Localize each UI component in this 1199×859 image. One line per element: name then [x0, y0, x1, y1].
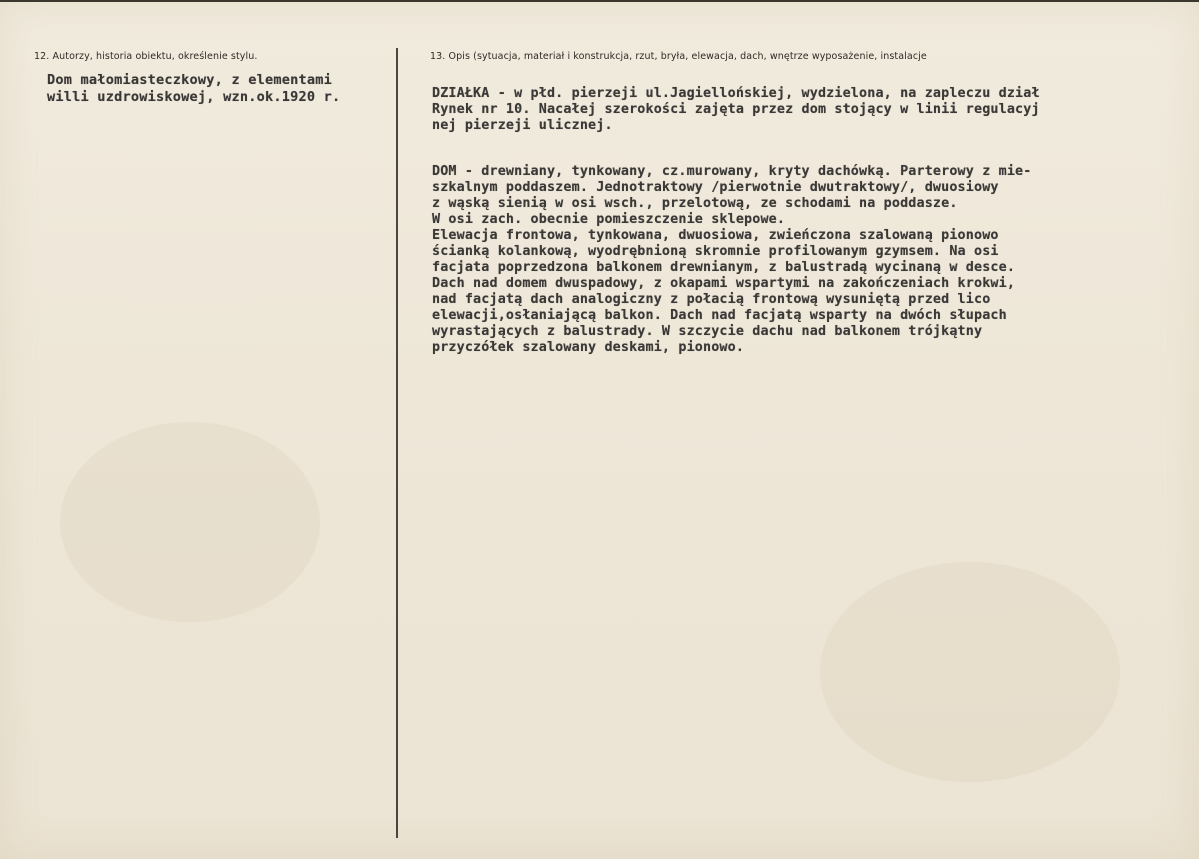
field-13-line: ścianką kolankową, wyodrębnioną skromnie profilowanym gzymsem. Na osi: [432, 244, 999, 259]
field-13-line: wyrastających z balustrady. W szczycie dachu nad balkonem trójkątny: [432, 324, 983, 339]
field-12-line: Dom małomiasteczkowy, z elementami: [47, 72, 333, 88]
field-13-line: Elewacja frontowa, tynkowana, dwuosiowa, zwieńczona szalowaną pionowo: [432, 228, 999, 243]
field-12-line: willi uzdrowiskowej, wzn.ok.1920 r.: [47, 89, 341, 105]
paper-stain: [60, 422, 320, 622]
field-13-line: elewacji,osłaniającą balkon. Dach nad facjatą wsparty na dwóch słupach: [432, 308, 1007, 323]
house-description: [432, 164, 1192, 356]
field-13-line: Dach nad domem dwuspadowy, z okapami wspartymi na zakończeniach krokwi,: [432, 276, 1016, 291]
field-13-line: DZIAŁKA - w płd. pierzeji ul.Jagiellońskiej, wydzielona, na zapleczu dział: [432, 86, 1040, 101]
field-12-label: 12. Autorzy, historia obiektu, określenie stylu.: [34, 51, 258, 62]
paper-stain: [820, 562, 1120, 782]
field-13-text: [432, 86, 1192, 356]
field-13-line: z wąską sienią w osi wsch., przelotową, ze schodami na poddasze.: [432, 196, 958, 211]
plot-description: [432, 86, 1192, 134]
field-13-line: szkalnym poddaszem. Jednotraktowy /pierwotnie dwutraktowy/, dwuosiowy: [432, 180, 999, 195]
field-13-line: nad facjatą dach analogiczny z połacią frontową wysuniętą przed lico: [432, 292, 991, 307]
field-13-line: Rynek nr 10. Nacałej szerokości zajęta przez dom stojący w linii regulacyj: [432, 102, 1040, 117]
field-13-label: 13. Opis (sytuacja, materiał i konstrukcja, rzut, bryła, elewacja, dach, wnętrze wyposażenie, instalacje: [430, 51, 927, 62]
field-13-line: nej pierzeji ulicznej.: [432, 118, 613, 133]
field-13-line: DOM - drewniany, tynkowany, cz.murowany, kryty dachówką. Parterowy z mie-: [432, 164, 1032, 179]
field-13-line: facjata poprzedzona balkonem drewnianym, z balustradą wycinaną w desce.: [432, 260, 1016, 275]
field-12-text: [47, 72, 340, 106]
field-13-line: przyczółek szalowany deskami, pionowo.: [432, 340, 745, 355]
field-13-line: W osi zach. obecnie pomieszczenie sklepowe.: [432, 212, 786, 227]
column-divider: [396, 48, 398, 838]
